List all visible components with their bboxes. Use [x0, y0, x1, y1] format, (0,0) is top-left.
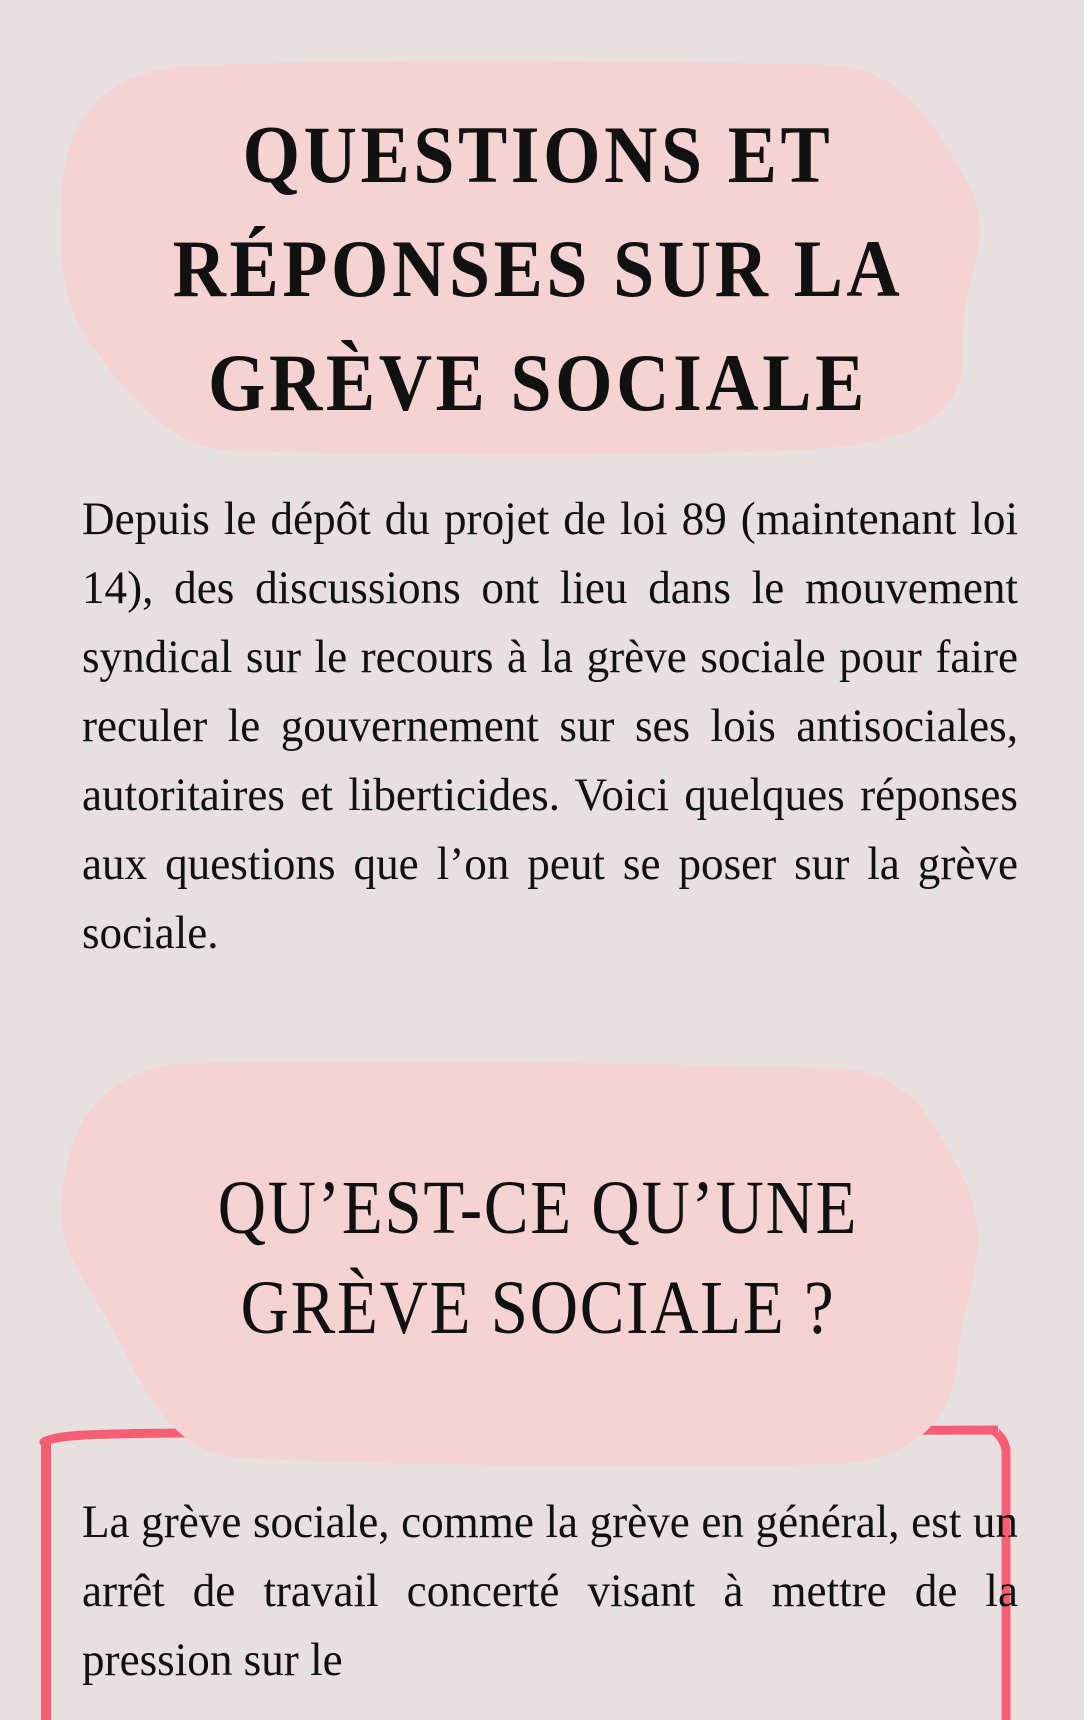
section-heading: QU’EST-CE QU’UNE GRÈVE SOCIALE ? — [217, 1166, 859, 1350]
page-title: QUESTIONS ET RÉPONSES SUR LA GRÈVE SOCIALE — [172, 109, 904, 428]
intro-paragraph: Depuis le dépôt du projet de loi 89 (maintenant loi 14), des discussions ont lieu dans le mouvement syndical sur le recours à la grève sociale pour faire reculer le gouvernement sur ses lois antisociales, autoritaires et liberticides. Voici quelques réponses aux questions que l’on peut se poser sur la grève sociale. — [82, 493, 1018, 959]
answer-paragraph: La grève sociale, comme la grève en général, est un arrêt de travail concerté visant à mettre de la pression sur le — [82, 1496, 1018, 1686]
